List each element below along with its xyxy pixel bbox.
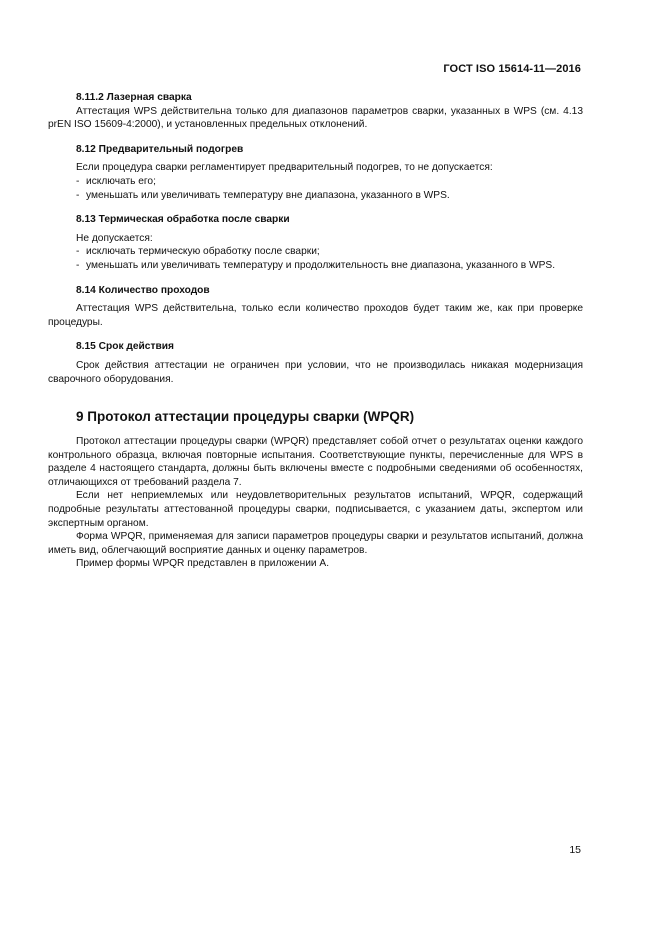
section-title-8-11-2: 8.11.2 Лазерная сварка: [76, 92, 192, 103]
list-8-12: [48, 175, 583, 202]
section-title-8-15: 8.15 Срок действия: [76, 341, 174, 353]
document-header: ГОСТ ISO 15614-11—2016: [443, 63, 581, 75]
section-title-8-13: 8.13 Термическая обработка после сварки: [76, 214, 290, 226]
section-title-9: 9 Протокол аттестации процедуры сварки (WPQR): [76, 409, 415, 425]
section-title-8-14: 8.14 Количество проходов: [76, 284, 210, 296]
page-content: [48, 91, 583, 571]
list-item: - уменьшать или увеличивать температуру вне диапазона, указанного в WPS.: [76, 189, 450, 201]
section-title-8-12: 8.12 Предварительный подогрев: [76, 143, 244, 155]
section-paragraph-9-3: Форма WPQR, применяемая для записи параметров процедуры сварки и результатов испытаний, должна иметь вид, облегчающий восприятие данных и оценку параметров.: [48, 531, 583, 556]
section-intro-8-12: Если процедура сварки регламентирует предварительный подогрев, то не допускается:: [76, 162, 493, 174]
section-paragraph-9-4: Пример формы WPQR представлен в приложении А.: [76, 558, 330, 570]
list-8-13: [48, 245, 583, 272]
section-paragraph-9-2: Если нет неприемлемых или неудовлетворительных результатов испытаний, WPQR, содержащий подробные результаты аттестованной процедуры сварки, подписывается, с указанием даты, экспертом или экспертным органом.: [48, 490, 583, 529]
page-number: 15: [569, 844, 581, 856]
section-text-8-11-2: Аттестация WPS действительна только для диапазонов параметров сварки, указанных в WPS (см. 4.13 prEN ISO 15609-4:2000), и установленных предельных отклонений.: [48, 105, 583, 131]
list-item: - исключать его;: [76, 175, 156, 187]
list-item: - уменьшать или увеличивать температуру и продолжительность вне диапазона, указанного в WPS.: [76, 259, 556, 271]
list-item: - исключать термическую обработку после сварки;: [76, 246, 320, 258]
section-paragraph-9-1: Протокол аттестации процедуры сварки (WPQR) представляет собой отчет о результатах оценки каждого контрольного образца, включая повторные испытания. Соответствующие пункты, перечисленные для WPS в разделе 4 настоящего стандарта, должны быть включены вместе с подробными сведениями об особенностях, отличающихся от требований раздела 7.: [48, 436, 583, 488]
section-intro-8-13: Не допускается:: [76, 232, 153, 244]
section-text-8-15: Срок действия аттестации не ограничен при условии, что не производилась никакая модернизация сварочного оборудования.: [48, 359, 583, 385]
section-text-8-14: Аттестация WPS действительна, только если количество проходов будет таким же, как при проверке процедуры.: [48, 303, 583, 328]
